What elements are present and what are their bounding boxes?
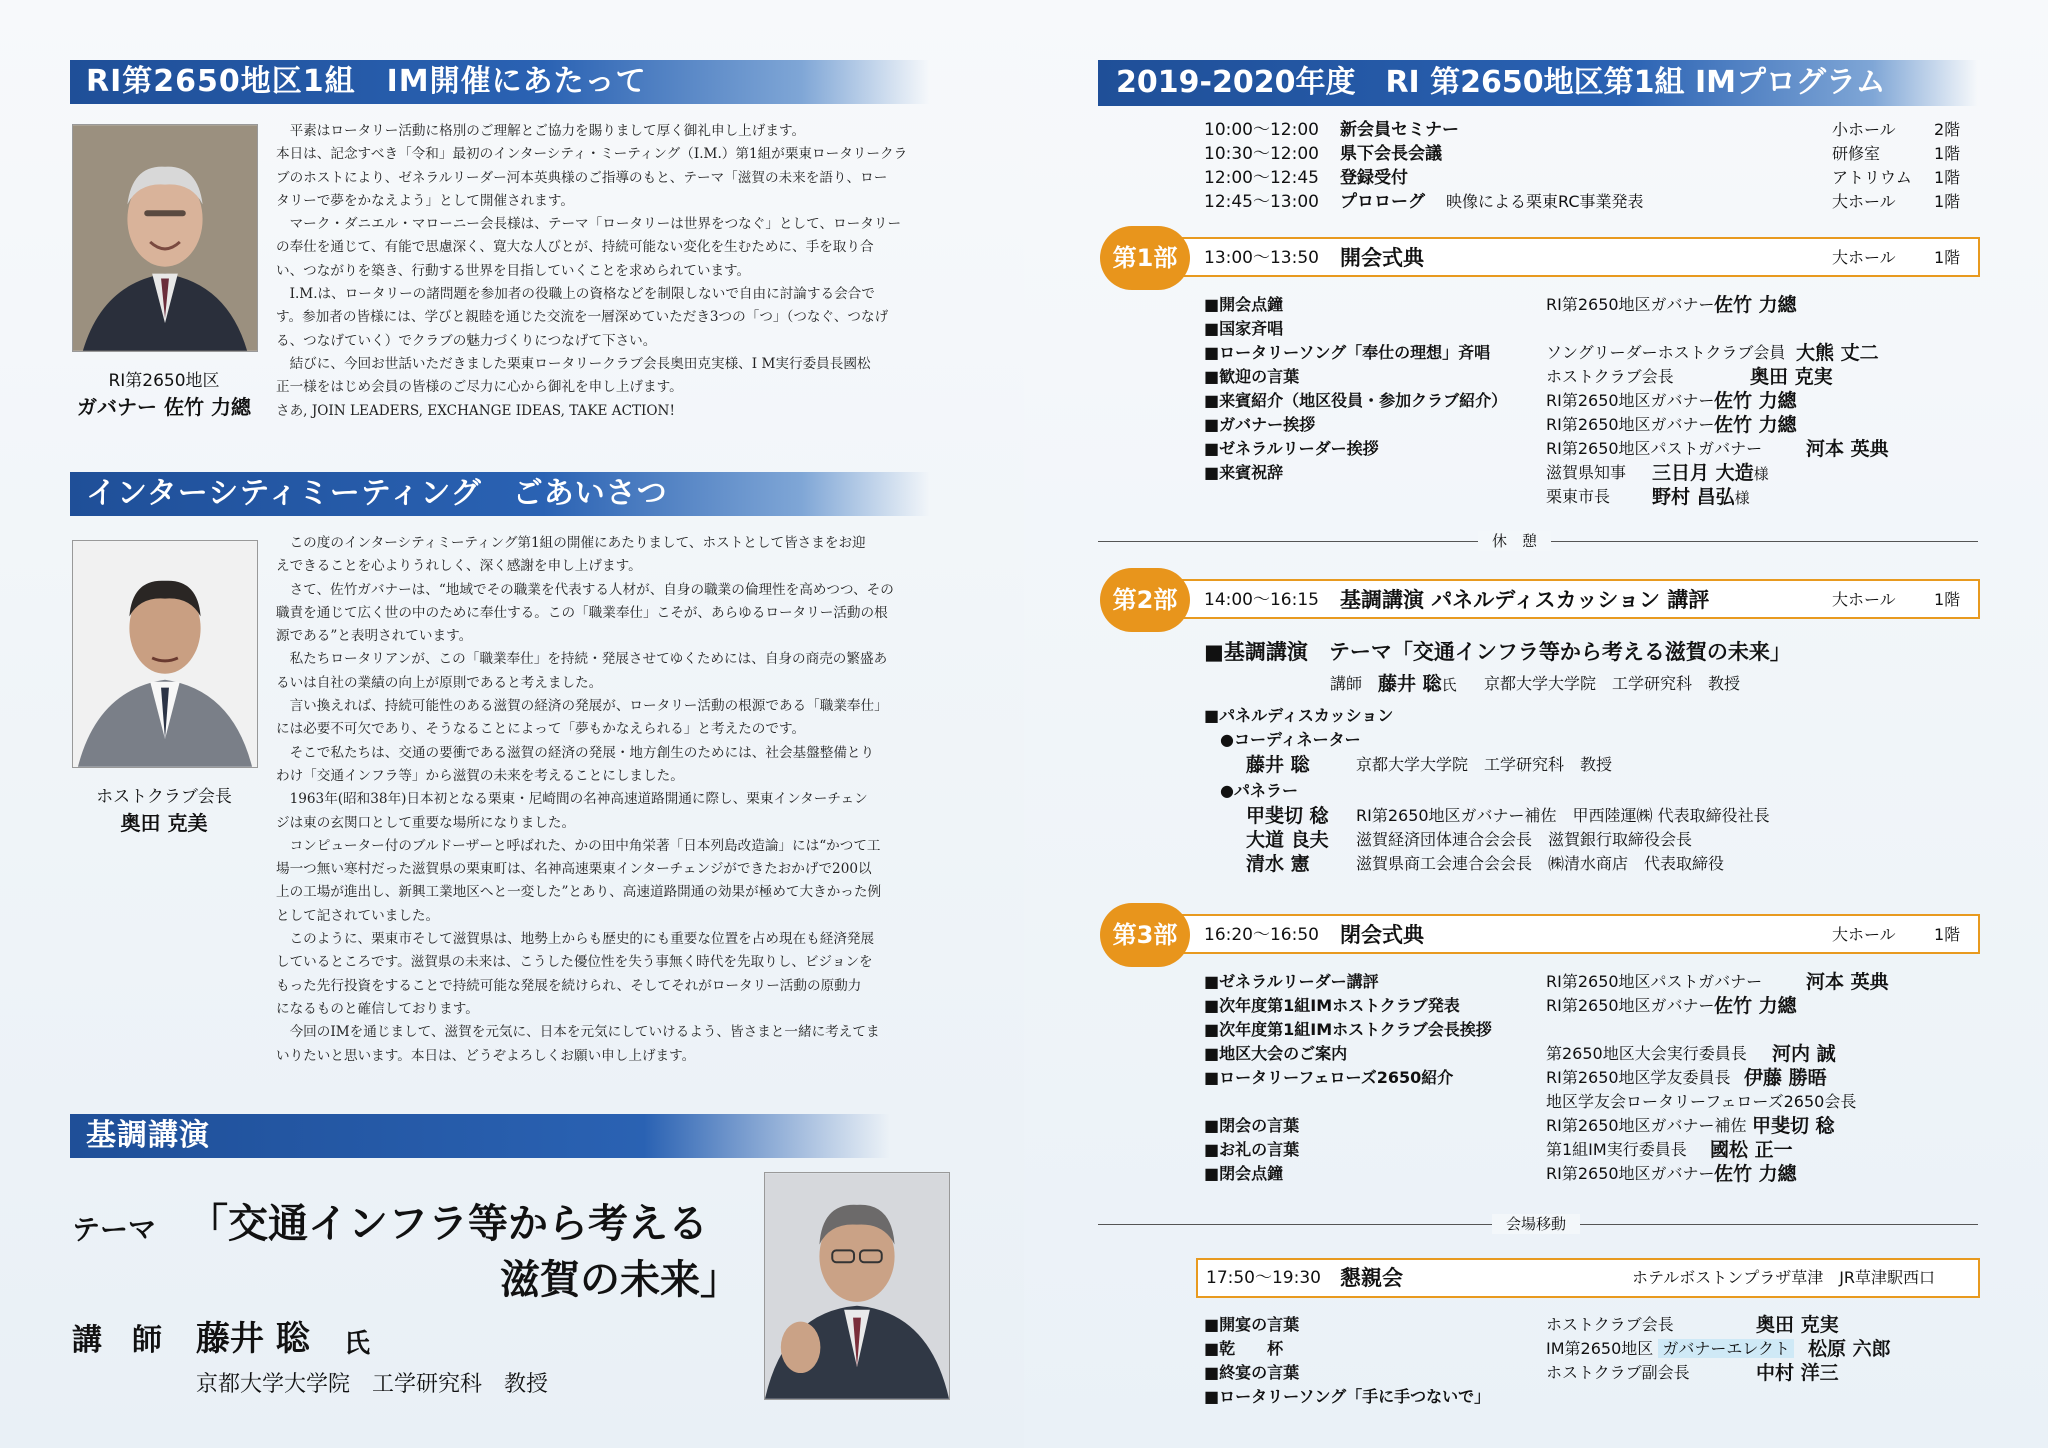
governor-caption (66, 368, 262, 420)
program-item: ■終宴の言葉 (1204, 1363, 1300, 1382)
section-1-floor: 1階 (1934, 248, 1961, 267)
host-president-caption-name: 奥田 克美 (120, 811, 208, 835)
pre-time: 10:00〜12:00 (1204, 120, 1319, 140)
person-role: RI第2650地区ガバナー (1546, 996, 1715, 1015)
pre-program-names (1340, 118, 1459, 214)
person-name: 藤井 聡 (1378, 673, 1442, 695)
greeting-line: 言い換えれば、持続可能性のある滋賀の経済の発展が、ロータリー活動の根源である「職業奉仕」 (276, 698, 888, 715)
program-item: ■閉会点鐘 (1204, 1164, 1284, 1183)
person-role (1546, 1018, 1856, 1042)
panelist-names (1246, 804, 1329, 876)
greeting-line: 上の工場が進出し、新興工業地区へと一変した”とあり、高速道路開通の効果が極めて大きかった例 (276, 884, 882, 901)
pre-floor: 2階 (1934, 120, 1961, 139)
panelist-name: 清水 憲 (1246, 853, 1310, 875)
pre-floor: 1階 (1934, 144, 1961, 163)
program-item: ■ゼネラルリーダー挨拶 (1204, 439, 1379, 458)
lecturer-portrait-image (765, 1173, 949, 1399)
section-3-name-b: 佐竹 力總 (1714, 995, 1797, 1017)
pre-name: 新会員セミナー (1340, 120, 1459, 140)
keynote-lecturer-name (1378, 672, 1457, 697)
pre-floor: 1階 (1934, 168, 1961, 187)
greeting-line: になるものと確信しております。 (276, 1000, 479, 1017)
lecturer-name: 藤井 聡 (196, 1319, 310, 1359)
keynote-lecturer-affiliation: 京都大学大学院 工学研究科 教授 (1484, 674, 1741, 693)
im-heading: RI第2650地区1組 IM開催にあたって (70, 60, 930, 104)
section-3-name-a: 河本 英典 (1806, 971, 1889, 993)
reception-name-c: 中村 洋三 (1756, 1362, 1839, 1384)
section-3-name-i: 佐竹 力總 (1714, 1163, 1797, 1185)
host-president-caption-title: ホストクラブ会長 (96, 787, 232, 807)
im-line: ブのホストにより、ゼネラルリーダー河本英典様のご指導のもと、テーマ「滋賀の未来を語り、ロー (276, 169, 888, 186)
pre-program-note: 映像による栗東RC事業発表 (1446, 192, 1644, 211)
break-label: 休 憩 (1478, 531, 1551, 551)
lecturer-photo (764, 1172, 950, 1400)
section-3-name-g: 甲斐切 稔 (1752, 1115, 1835, 1137)
program-item (1204, 1090, 1492, 1114)
section-1-badge: 第1部 (1100, 226, 1190, 290)
program-item: ■来賓紹介（地区役員・参加クラブ紹介） (1204, 391, 1508, 410)
section-3-badge: 第3部 (1100, 903, 1190, 967)
im-line: さあ, JOIN LEADERS, EXCHANGE IDEAS, TAKE ACTION! (276, 402, 675, 419)
pre-name: プロローグ (1340, 192, 1425, 212)
im-line: る、つなげていく）でクラブの魅力づくりにつなげて下さい。 (276, 332, 657, 349)
section-1-name-h (1652, 461, 1769, 486)
coordinator-label: ●コーディネーター (1220, 730, 1361, 749)
lecturer-affiliation: 京都大学大学院 工学研究科 教授 (196, 1372, 549, 1397)
program-item: ■ガバナー挨拶 (1204, 415, 1316, 434)
person-suffix: 様 (1734, 489, 1750, 507)
program-item: ■閉会の言葉 (1204, 1116, 1300, 1135)
host-president-portrait-image (73, 541, 257, 767)
greeting-line: として記されていました。 (276, 907, 440, 924)
host-president-photo (72, 540, 258, 768)
im-line: 結びに、今回お世話いただきました栗東ロータリークラブ会長奥田克実様、I M実行委員長國松 (276, 355, 871, 372)
section-2-time: 14:00〜16:15 (1204, 590, 1319, 610)
program-item: ■ゼネラルリーダー講評 (1204, 972, 1379, 991)
person-suffix: 様 (1753, 465, 1769, 483)
person-role: RI第2650地区パストガバナー (1546, 439, 1763, 458)
program-item: ■ロータリーソング「奉仕の理想」斉唱 (1204, 343, 1491, 362)
greeting-line: そこで私たちは、交通の要衝である滋賀の経済の発展・地方創生のためには、社会基盤整備とり (276, 744, 875, 761)
pre-program-times (1204, 118, 1319, 214)
program-title: 2019-2020年度 RI 第2650地区第1組 IMプログラム (1098, 60, 1978, 106)
person-role: RI第2650地区パストガバナー (1546, 972, 1763, 991)
person-role: ホストクラブ会長 (1546, 367, 1674, 386)
section-1-name-f: 佐竹 力總 (1714, 414, 1797, 436)
pre-time: 10:30〜12:00 (1204, 144, 1319, 164)
person-name: 野村 昌弘 (1652, 486, 1735, 508)
section-1-room: 大ホール (1832, 248, 1896, 267)
person-role: RI第2650地区ガバナー補佐 (1546, 1116, 1747, 1135)
pre-room: 小ホール (1832, 120, 1896, 139)
greeting-line: しているところです。滋賀県の未来は、こうした優位性を失う事無く時代を先取りし、ビジョンを (276, 954, 873, 971)
lecturer-suffix: 氏 (344, 1329, 371, 1359)
greeting-line: さて、佐竹ガバナーは、“地域でその職業を代表する人材が、自身の職業の倫理性を高めつつ、その (276, 581, 894, 598)
person-role: 第1組IM実行委員長 (1546, 1140, 1687, 1159)
im-line: I.M.は、ロータリーの諸問題を参加者の役職上の資格などを制限しないで自由に討論する会合で (276, 286, 875, 303)
host-president-caption (66, 784, 262, 836)
person-role (1546, 317, 1785, 341)
im-paragraph (276, 120, 907, 423)
panelist-affiliations (1356, 804, 1770, 876)
section-2-room: 大ホール (1832, 590, 1896, 609)
theme-label: テーマ (72, 1213, 157, 1246)
coordinator-affiliation: 京都大学大学院 工学研究科 教授 (1356, 755, 1613, 774)
section-1-name-c: 大熊 丈二 (1796, 342, 1879, 364)
governor-portrait-image (73, 125, 257, 351)
pre-room: 研修室 (1832, 144, 1881, 163)
im-line: 本日は、記念すべき「令和」最初のインターシティ・ミーティング（I.M.）第1組が栗東ロータリークラ (276, 146, 908, 163)
person-role: ホストクラブ副会長 (1546, 1363, 1690, 1382)
pre-room: アトリウム (1832, 168, 1912, 187)
program-item: ■ロータリーソング「手に手つないで」 (1204, 1387, 1491, 1406)
program-item: ■お礼の言葉 (1204, 1140, 1300, 1159)
section-1-title: 開会式典 (1340, 246, 1424, 270)
section-1-name-e: 佐竹 力總 (1714, 390, 1797, 412)
greeting-paragraph (276, 532, 894, 1068)
program-item: ■歓迎の言葉 (1204, 367, 1300, 386)
greeting-line: わけ「交通インフラ等」から滋賀の未来を考えることにしました。 (276, 767, 684, 784)
keynote-heading: 基調講演 (70, 1114, 890, 1158)
im-line: 正一様をはじめ会員の皆様のご尽力に心から御礼を申し上げます。 (276, 379, 683, 396)
program-item: ■次年度第1組IMホストクラブ発表 (1204, 996, 1460, 1015)
governor-elect-highlight: ガバナーエレクト (1658, 1339, 1794, 1358)
theme-line-2: 滋賀の未来」 (500, 1257, 740, 1303)
section-3-room: 大ホール (1832, 925, 1896, 944)
pre-name: 県下会長会議 (1340, 144, 1442, 164)
panelist-affiliation: RI第2650地区ガバナー補佐 甲西陸運㈱ 代表取締役社長 (1356, 806, 1770, 825)
greeting-line: には必要不可欠であり、そうなることによって「夢もかなえられる」と考えたのです。 (276, 721, 806, 738)
greeting-line: 私たちロータリアンが、この「職業奉仕」を持続・発展させてゆくためには、自身の商売の繁盛あ (276, 651, 888, 668)
im-line: の奉仕を通じて、有能で思慮深く、寛大な人びとが、持続可能ない変化を生むために、手を取り合 (276, 239, 874, 256)
section-3-name-d: 河内 誠 (1772, 1043, 1836, 1065)
im-line: す。参加者の皆様には、学びと親睦を通じた交流を一層深めていただき3つの「つ」（つなぐ、つなげ (276, 309, 889, 326)
section-1-name-i (1652, 485, 1750, 510)
person-role: RI第2650地区ガバナー (1546, 391, 1715, 410)
lecturer-label: 講 師 (72, 1323, 162, 1358)
program-item: ■開宴の言葉 (1204, 1315, 1300, 1334)
im-line: 平素はロータリー活動に格別のご理解とご協力を賜りまして厚く御礼申し上げます。 (276, 123, 806, 139)
greeting-line: いりたいと思います。本日は、どうぞよろしくお願い申し上げます。 (276, 1047, 696, 1064)
greeting-heading: インターシティミーティング ごあいさつ (70, 472, 930, 516)
coordinator-name: 藤井 聡 (1246, 754, 1310, 776)
governor-caption-title: RI第2650地区 (108, 371, 220, 391)
person-role: 第2650地区大会実行委員長 (1546, 1044, 1747, 1063)
reception-title: 懇親会 (1340, 1266, 1403, 1290)
section-1-name-d: 奥田 克実 (1750, 366, 1833, 388)
reception-time: 17:50〜19:30 (1206, 1268, 1321, 1288)
program-item: ■ロータリーフェローズ2650紹介 (1204, 1068, 1454, 1087)
section-3-time: 16:20〜16:50 (1204, 925, 1319, 945)
reception-items (1204, 1313, 1490, 1409)
pre-time: 12:45〜13:00 (1204, 192, 1319, 212)
panelist-affiliation: 滋賀経済団体連合会会長 滋賀銀行取締役会長 (1356, 830, 1693, 849)
person-role: RI第2650地区ガバナー (1546, 415, 1715, 434)
greeting-line: 今回のIMを通じまして、滋賀を元気に、日本を元気にしていけるよう、皆さまと一緒に考えてま (276, 1024, 880, 1041)
section-1-name-g: 河本 英典 (1806, 438, 1889, 460)
person-role: 滋賀県知事 (1546, 463, 1627, 482)
governor-photo (72, 124, 258, 352)
pre-time: 12:00〜12:45 (1204, 168, 1319, 188)
greeting-line: このように、栗東市そして滋賀県は、地勢上からも歴史的にも重要な位置を占め現在も経済発展 (276, 931, 875, 948)
panel-item: ■パネルディスカッション (1204, 706, 1394, 725)
greeting-line: えできることを心よりうれしく、深く感謝を申し上げます。 (276, 558, 642, 575)
section-3-items (1204, 970, 1492, 1186)
program-item: ■開会点鐘 (1204, 295, 1284, 314)
section-1-name-a: 佐竹 力總 (1714, 294, 1797, 316)
reception-name-b: 松原 六郎 (1808, 1338, 1891, 1360)
pre-name: 登録受付 (1340, 168, 1408, 188)
section-3-name-h: 國松 正一 (1710, 1139, 1793, 1161)
pre-program-floors (1934, 118, 1960, 214)
pre-floor: 1階 (1934, 192, 1961, 211)
section-2-title: 基調講演 パネルディスカッション 講評 (1340, 588, 1710, 612)
section-1-time: 13:00〜13:50 (1204, 248, 1319, 268)
pre-program-rooms (1832, 118, 1912, 214)
greeting-line: コンピューター付のブルドーザーと呼ばれた、かの田中角栄著「日本列島改造論」には“かつて工 (276, 837, 881, 854)
person-role: RI第2650地区ガバナー (1546, 1164, 1715, 1183)
greeting-line: るいは自社の業績の向上が原則であると考えました。 (276, 674, 603, 691)
section-2-badge: 第2部 (1100, 568, 1190, 632)
reception-name-a: 奥田 克実 (1756, 1314, 1839, 1336)
program-item: ■地区大会のご案内 (1204, 1044, 1348, 1063)
greeting-line: ジは東の玄関口として重要な場所になりました。 (276, 814, 576, 831)
panelist-name: 大道 良夫 (1246, 829, 1329, 851)
program-item: ■乾 杯 (1204, 1339, 1284, 1358)
panelist-label: ●パネラー (1220, 781, 1298, 800)
section-3-name-e: 伊藤 勝晤 (1744, 1067, 1827, 1089)
person-role: ホストクラブ会長 (1546, 1315, 1674, 1334)
section-1-items (1204, 293, 1507, 485)
greeting-line: この度のインターシティミーティング第1組の開催にあたりまして、ホストとして皆さまをお迎 (276, 535, 866, 551)
program-item: ■次年度第1組IMホストクラブ会長挨拶 (1204, 1020, 1492, 1039)
panelist-name: 甲斐切 稔 (1246, 805, 1329, 827)
section-3-floor: 1階 (1934, 925, 1961, 944)
im-line: い、つながりを築き、行動する世界を目指していくことを求められています。 (276, 262, 751, 279)
section-2-floor: 1階 (1934, 590, 1961, 609)
person-role-text: IM第2650地区 (1546, 1339, 1654, 1358)
greeting-line: 源である”と表明されています。 (276, 628, 473, 645)
section-3-title: 閉会式典 (1340, 923, 1424, 947)
greeting-line: 場一つ無い寒村だった滋賀県の栗東町は、名神高速栗東インターチェンジができたおかげで200以 (276, 861, 872, 878)
person-suffix: 氏 (1441, 676, 1457, 694)
person-role (1546, 1337, 1794, 1361)
person-role: RI第2650地区ガバナー (1546, 295, 1715, 314)
person-role: ソングリーダーホストクラブ会員 (1546, 343, 1786, 362)
im-line: タリーで夢をかなえよう」として開催されます。 (276, 192, 574, 209)
theme-line-1: 「交通インフラ等から考える (188, 1201, 708, 1247)
greeting-line: 職責を通じて広く世の中のために奉仕する。この「職業奉仕」こそが、あらゆるロータリー活動の根 (276, 604, 888, 621)
program-item: ■来賓祝辞 (1204, 463, 1284, 482)
keynote-item: ■基調講演 テーマ「交通インフラ等から考える滋賀の未来」 (1204, 640, 1791, 664)
person-role: 地区学友会ロータリーフェローズ2650会長 (1546, 1092, 1857, 1111)
im-line: マーク・ダニエル・マローニー会長様は、テーマ「ロータリーは世界をつなぐ」として、ロータリー (276, 216, 902, 233)
person-name: 三日月 大造 (1652, 462, 1754, 484)
keynote-lecturer-label: 講師 (1330, 674, 1363, 693)
reception-place: ホテルボストンプラザ草津 JR草津駅西口 (1632, 1268, 1936, 1287)
program-item: ■国家斉唱 (1204, 319, 1284, 338)
pre-room: 大ホール (1832, 192, 1896, 211)
greeting-line: 1963年(昭和38年)日本初となる栗東・尼崎間の名神高速道路開通に際し、栗東インターチェン (276, 791, 868, 808)
panelist-affiliation: 滋賀県商工会連合会会長 ㈱清水商店 代表取締役 (1356, 854, 1725, 873)
venue-move-label: 会場移動 (1492, 1214, 1580, 1234)
person-role: RI第2650地区学友委員長 (1546, 1068, 1731, 1087)
greeting-line: もった先行投資をすることで持続可能な発展を続けられ、そしてそれがロータリー活動の原動力 (276, 977, 862, 994)
governor-caption-name: ガバナー 佐竹 力總 (77, 395, 251, 419)
person-role: 栗東市長 (1546, 487, 1611, 506)
